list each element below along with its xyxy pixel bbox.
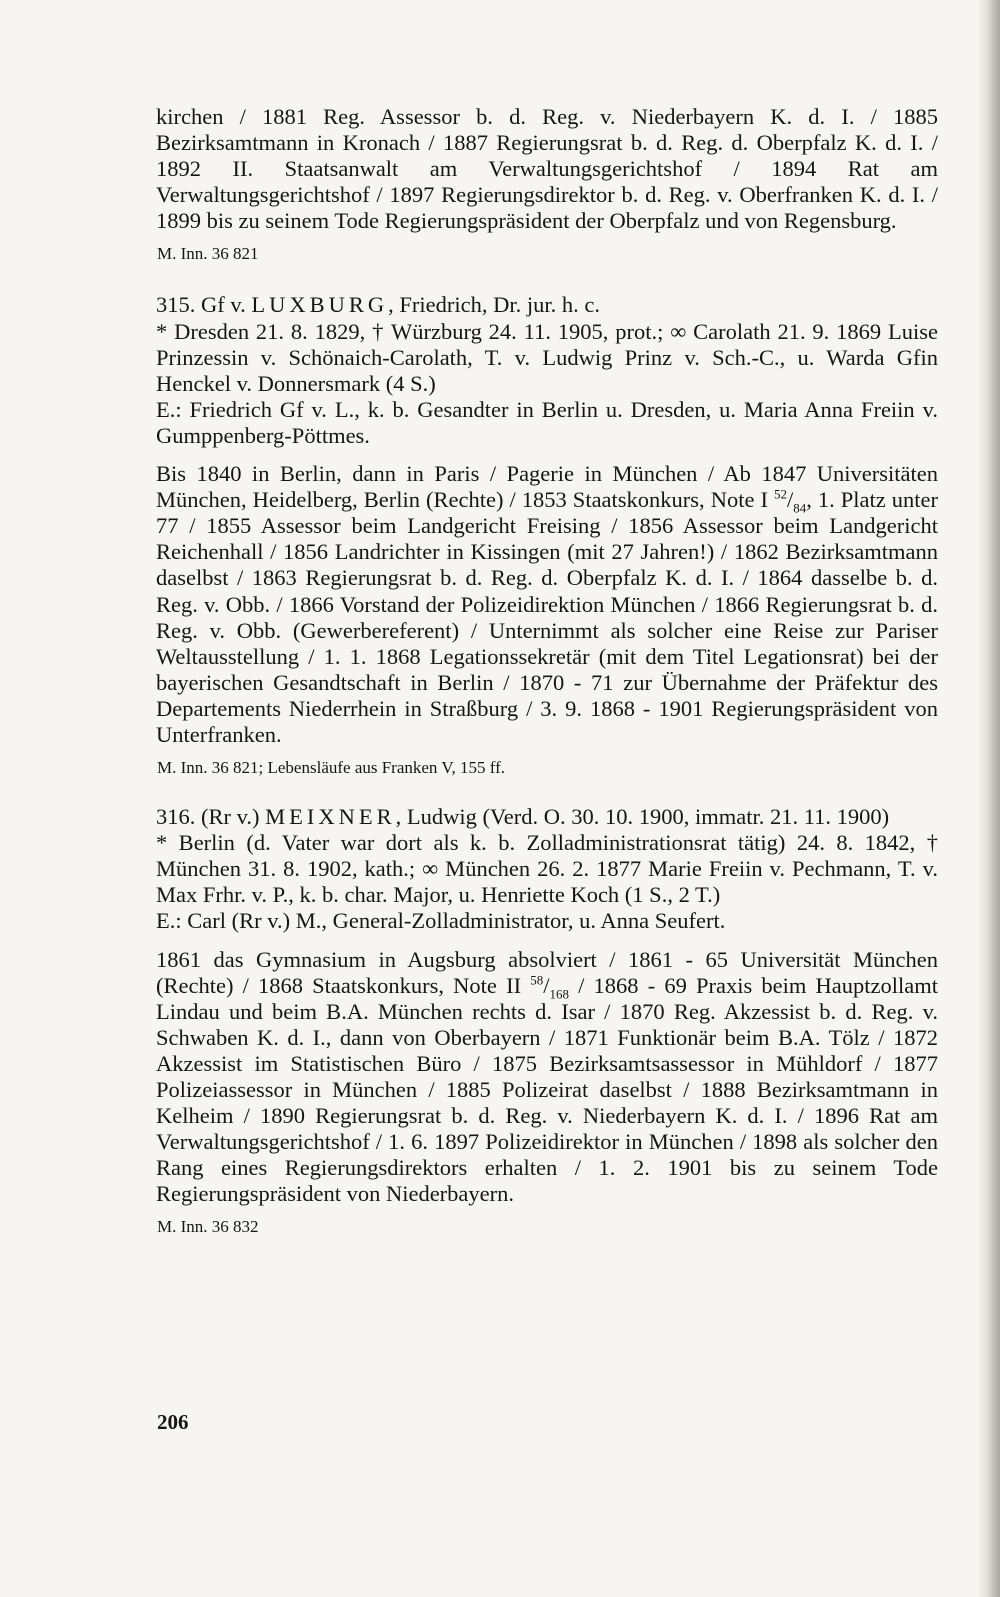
entry-316-title: (Rr v.) (201, 804, 260, 830)
page-number: 206 (157, 1410, 189, 1434)
entry-316-parents: E.: Carl (Rr v.) M., General-Zolladministrator, u. Anna Seufert. (156, 908, 726, 934)
entry-316-career-a: 1861 das Gymnasium in Augsburg absolviert / 1861 - 65 Universität München (Rechte) / 1868 Staatskonkurs, Note II (156, 946, 938, 998)
entry-316-number: 316. (156, 804, 196, 830)
entry-315-career: Bis 1840 in Berlin, dann in Paris / Pagerie in München / Ab 1847 Universitäten München, Heidelberg, Berlin (Rechte) / 1853 Staatskonkurs, Note I $^{52}/_{84}$, 1. Platz unter 77 / 1855 Assessor beim Landgericht Freising / 1856 Assessor beim Landgericht Reichenhall / 1856 Landrichter in Kissingen (mit 27 Jahren!) / 1862 Bezirksamtmann daselbst / 1863 Regierungsrat b. d. Reg. d. Oberpfalz K. d. I. / 1864 dasselbe b. d. Reg. v. Obb. / 1866 Vorstand der Polizeidirektion München / 1866 Regierungsrat b. d. Reg. v. Obb. (Gewerbereferent) / Unternimmt als solcher eine Reise zur Pariser Weltausstellung / 1. 1. 1868 Legationssekretär (mit dem Titel Legationsrat) bei der bayerischen Gesandtschaft in Berlin / 1870 - 71 zur Übernahme der Präfektur des Departements Niederrhein in Straßburg / 3. 9. 1868 - 1901 Regierungspräsident von Unterfranken. (156, 461, 938, 747)
entry-316 (156, 804, 938, 1238)
page-body (156, 104, 938, 1238)
entry-315-number: 315. (156, 292, 196, 318)
entry-315-career-a: Bis 1840 in Berlin, dann in Paris / Pagerie in München / Ab 1847 Universitäten München, Heidelberg, Berlin (Rechte) / 1853 Staatskonkurs, Note I (156, 461, 938, 513)
page-edge-shadow (978, 0, 1000, 1597)
entry-315-note-den: 84 (793, 500, 807, 516)
entry-315-note-num: 52 (773, 486, 787, 502)
entry-315-heading (156, 292, 938, 318)
entry-315-source: M. Inn. 36 821; Lebensläufe aus Franken V, 155 ff. (157, 758, 505, 778)
entry-316-birth: * Berlin (d. Vater war dort als k. b. Zolladministrationsrat tätig) 24. 8. 1842, † München 31. 8. 1902, kath.; ∞ München 26. 2. 1877 Marie Freiin v. Pechmann, T. v. Max Frhr. v. P., k. b. char. Major, u. Henriette Koch (1 S., 2 T.) (156, 830, 938, 908)
entry-315-parents: E.: Friedrich Gf v. L., k. b. Gesandter in Berlin u. Dresden, u. Maria Anna Freiin v. Gumppenberg-Pöttmes. (156, 396, 938, 448)
entry-316-given: , Ludwig (Verd. O. 30. 10. 1900, immatr. 21. 11. 1900) (395, 804, 890, 830)
entry-315-given: , Friedrich, Dr. jur. h. c. (388, 292, 601, 318)
intro-source: M. Inn. 36 821 (157, 244, 259, 264)
entry-315-surname: LUXBURG (251, 292, 389, 318)
entry-316-surname: MEIXNER (265, 804, 396, 830)
entry-315-birth: * Dresden 21. 8. 1829, † Würzburg 24. 11. 1905, prot.; ∞ Carolath 21. 9. 1869 Luise Prinzessin v. Schönaich-Carolath, T. v. Ludwig Prinz v. Sch.-C., u. Warda Gfin Henckel v. Donnersmark (4 S.) (156, 318, 938, 396)
entry-316-source: M. Inn. 36 832 (157, 1217, 259, 1237)
entry-315 (156, 292, 938, 779)
entry-315-title: Gf v. (201, 292, 246, 318)
entry-316-note-den: 168 (549, 986, 569, 1002)
intro-paragraph: kirchen / 1881 Reg. Assessor b. d. Reg. v. Niederbayern K. d. I. / 1885 Bezirksamtmann in Kronach / 1887 Regierungsrat b. d. Reg. d. Oberpfalz K. d. I. / 1892 II. Staatsanwalt am Verwaltungsgerichtshof / 1894 Rat am Verwaltungsgerichtshof / 1897 Regierungsdirektor b. d. Reg. v. Oberfranken K. d. I. / 1899 bis zu seinem Tode Regierungspräsident der Oberpfalz und von Regensburg. (156, 104, 938, 234)
entry-315-career-b: , 1. Platz unter 77 / 1855 Assessor beim Landgericht Freising / 1856 Assessor beim Landgericht Reichenhall / 1856 Landrichter in Kissingen (mit 27 Jahren!) / 1862 Bezirksamtmann daselbst / 1863 Regierungsrat b. d. Reg. d. Oberpfalz K. d. I. / 1864 dasselbe b. d. Reg. v. Obb. / 1866 Vorstand der Polizeidirektion München / 1866 Regierungsrat b. d. Reg. v. Obb. (Gewerbereferent) / Unternimmt als solcher eine Reise zur Pariser Weltausstellung / 1. 1. 1868 Legationssekretär (mit dem Titel Legationsrat) bei der bayerischen Gesandtschaft in Berlin / 1870 - 71 zur Übernahme der Präfektur des Departements Niederrhein in Straßburg / 3. 9. 1868 - 1901 Regierungspräsident von Unterfranken. (156, 487, 938, 747)
entry-316-note-num: 58 (530, 972, 544, 988)
entry-316-career-b: / 1868 - 69 Praxis beim Hauptzollamt Lindau und beim B.A. München rechts d. Isar / 1870 Reg. Akzessist b. d. Reg. v. Schwaben K. d. I., dann von Oberbayern / 1871 Funktionär beim B.A. Tölz / 1872 Akzessist im Statistischen Büro / 1875 Bezirksamtsassessor in Mühldorf / 1877 Polizeiassessor in München / 1885 Polizeirat daselbst / 1888 Bezirksamtmann in Kelheim / 1890 Regierungsrat b. d. Reg. v. Niederbayern K. d. I. / 1896 Rat am Verwaltungsgerichtshof / 1. 6. 1897 Polizeidirektor in München / 1898 als solcher den Rang eines Regierungsdirektors erhalten / 1. 2. 1901 bis zu seinem Tode Regierungspräsident von Niederbayern. (156, 972, 939, 1207)
entry-316-heading (156, 804, 938, 830)
entry-316-career: 1861 das Gymnasium in Augsburg absolviert / 1861 - 65 Universität München (Rechte) / 1868 Staatskonkurs, Note II $^{58}/_{168} / 1868 - 69$ Praxis beim Hauptzollamt Lindau und beim B.A. München rechts d. Isar / 1870 Reg. Akzessist b. d. Reg. v. Schwaben K. d. I., dann von Oberbayern / 1871 Funktionär beim B.A. Tölz / 1872 Akzessist im Statistischen Büro / 1875 Bezirksamtsassessor in Mühldorf / 1877 Polizeiassessor in München / 1885 Polizeirat daselbst / 1888 Bezirksamtmann in Kelheim / 1890 Regierungsrat b. d. Reg. v. Niederbayern K. d. I. / 1896 Rat am Verwaltungsgerichtshof / 1. 6. 1897 Polizeidirektor in München / 1898 als solcher den Rang eines Regierungsdirektors erhalten / 1. 2. 1901 bis zu seinem Tode Regierungspräsident von Niederbayern. (156, 946, 939, 1207)
